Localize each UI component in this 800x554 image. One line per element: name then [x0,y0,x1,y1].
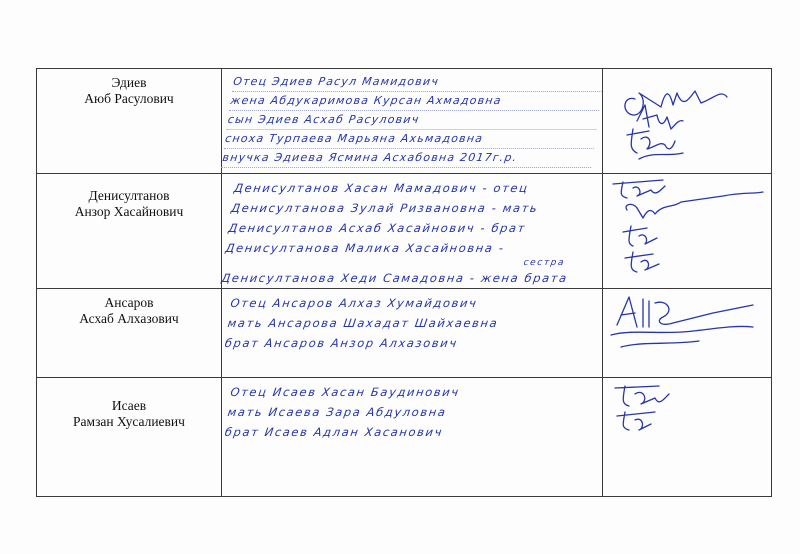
name-cell [37,378,222,497]
relative-line: жена Абдукаримова Курсан Ахмадовна [229,92,602,111]
person-name [37,378,221,430]
surname: Денисултанов [88,188,170,203]
person-name [37,174,221,220]
relative-line: сын Эдиев Асхаб Расулович [226,111,599,130]
given-name: Асхаб Алхазович [79,311,179,326]
relative-line: сестра [522,258,566,268]
relative-line: брат Ансаров Анзор Алхазович [223,336,459,350]
surname: Ансаров [104,295,154,310]
person-name [37,69,221,107]
relative-line: Денисултанова Малика Хасайновна - [224,241,506,255]
name-cell [37,289,222,378]
name-cell [37,174,222,289]
signature-cell [603,378,772,497]
name-cell [37,69,222,174]
relatives-cell [222,174,603,289]
relative-line: Денисултанова Хеди Самадовна - жена брата [220,271,569,285]
table-row [37,69,772,174]
handwritten-signature [603,69,771,173]
surname: Исаев [111,398,147,413]
relative-line: Денисултанова Зулай Ризвановна - мать [230,201,540,215]
given-name: Рамзан Хусалиевич [73,414,185,429]
relatives-cell [222,289,603,378]
relative-line: Отец Эдиев Расул Мамидович [232,73,605,92]
table-row [37,378,772,497]
handwritten-relatives [218,289,607,353]
relatives-table [36,68,772,497]
relative-line: Отец Ансаров Алхаз Хумайдович [229,296,479,310]
signature-cell [603,289,772,378]
relatives-cell [222,69,603,174]
handwritten-relatives [215,69,609,168]
handwritten-relatives [214,174,610,288]
relative-line: мать Ансарова Шахадат Шайхаевна [226,316,500,330]
table-row [37,289,772,378]
handwritten-signature [603,378,771,496]
relative-line: мать Исаева Зара Абдуловна [226,405,448,419]
relatives-cell [222,378,603,497]
handwritten-signature [603,289,771,377]
given-name: Аюб Расулович [84,91,174,106]
relative-line: Денисултанов Хасан Мамадович - отец [233,181,530,195]
handwritten-relatives [218,378,607,442]
signature-cell [603,174,772,289]
person-name [37,289,221,327]
relative-line: сноха Турпаева Марьяна Ахьмадовна [224,130,597,149]
relative-line: внучка Эдиева Ясмина Асхабовна 2017г.р. [221,149,594,168]
surname: Эдиев [111,75,147,90]
relative-line: Денисултанов Асхаб Хасайнович - брат [227,221,528,235]
given-name: Анзор Хасайнович [74,204,184,219]
handwritten-signature [603,174,771,284]
signature-cell [603,69,772,174]
table-row [37,174,772,289]
relative-line: Отец Исаев Хасан Баудинович [229,385,461,399]
relative-line: брат Исаев Адлан Хасанович [223,425,445,439]
